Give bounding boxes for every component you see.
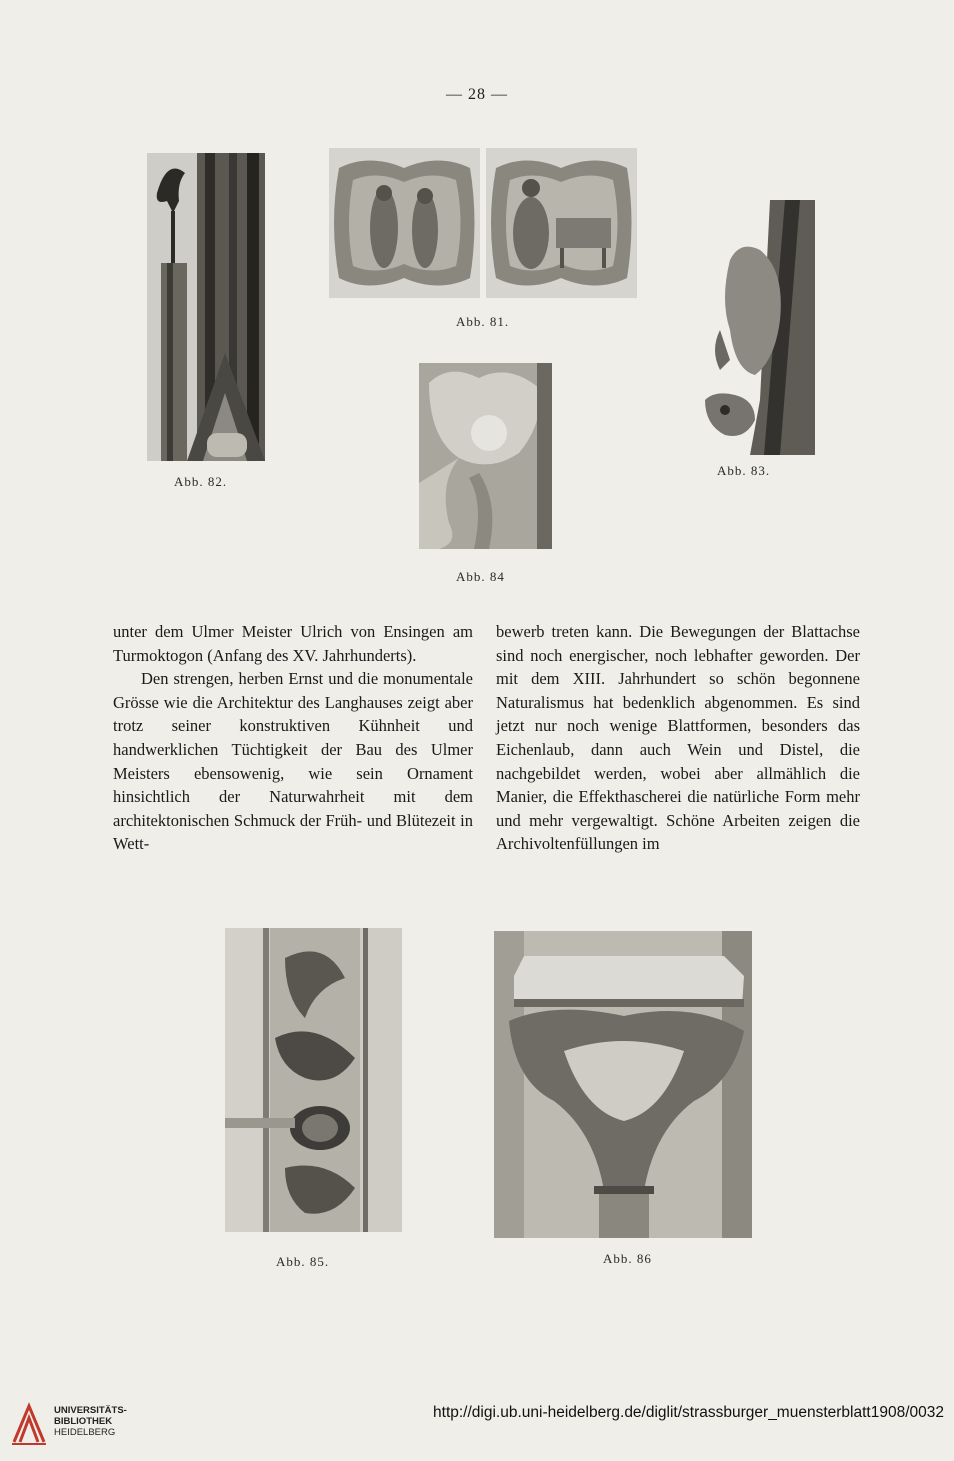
figure-abb84-photo	[419, 363, 552, 549]
paragraph: unter dem Ulmer Meister Ulrich von Ensingen am Turmoktogon (Anfang des XV. Jahrhunderts).	[113, 622, 473, 665]
page-number: — 28 —	[446, 86, 508, 103]
figure-abb86-caption: Abb. 86	[603, 1251, 652, 1266]
figure-abb81-left-relief	[329, 148, 480, 298]
library-emblem-icon	[10, 1402, 48, 1446]
library-name-line1: UNIVERSITÄTS-	[54, 1405, 127, 1416]
figure-abb84-caption: Abb. 84	[456, 569, 505, 584]
figure-abb82-caption: Abb. 82.	[174, 474, 228, 489]
figure-abb85-photo	[225, 928, 402, 1232]
figure-abb83-photo	[700, 200, 815, 455]
library-name-line2: BIBLIOTHEK	[54, 1416, 113, 1427]
figure-abb85-caption: Abb. 85.	[276, 1254, 330, 1269]
library-name-line3: HEIDELBERG	[54, 1427, 116, 1438]
figure-abb86-photo	[494, 931, 752, 1238]
library-name	[54, 1405, 127, 1438]
text-right-column	[496, 620, 860, 856]
library-logo[interactable]	[10, 1402, 130, 1448]
text-left-column	[113, 620, 473, 856]
figure-abb81-right-relief	[486, 148, 637, 298]
figure-abb82-photo	[147, 153, 265, 461]
source-url-link[interactable]: http://digi.ub.uni-heidelberg.de/diglit/strassburger_muensterblatt1908/0032	[433, 1404, 944, 1421]
figure-abb83-caption: Abb. 83.	[717, 463, 771, 478]
paragraph: bewerb treten kann. Die Bewegungen der Blattachse sind noch energischer, noch lebhafter geworden. Der mit dem XIII. Jahrhundert so schön begonnene Naturalismus hat bedenklich abgenommen. Es sind jetzt nur noch wenige Blattformen, besonders das Eichenlaub, dann auch Wein und Distel, die nachgebildet werden, wobei aber allmählich die Manier, die Effekthascherei die natürliche Form mehr und mehr vergewaltigt. Schöne Arbeiten zeigen die Archivoltenfüllungen im	[496, 622, 860, 854]
paragraph: Den strengen, herben Ernst und die monumentale Grösse wie die Architektur des Langhauses zeigt aber trotz seiner konstruktiven Kühnheit und handwerklichen Tüchtigkeit der Bau des Ulmer Meisters ebensowenig, wie sein Ornament hinsichtlich der Naturwahrheit mit dem architektonischen Schmuck der Früh- und Blütezeit in Wett-	[113, 669, 473, 854]
figure-abb81-caption: Abb. 81.	[456, 314, 510, 329]
